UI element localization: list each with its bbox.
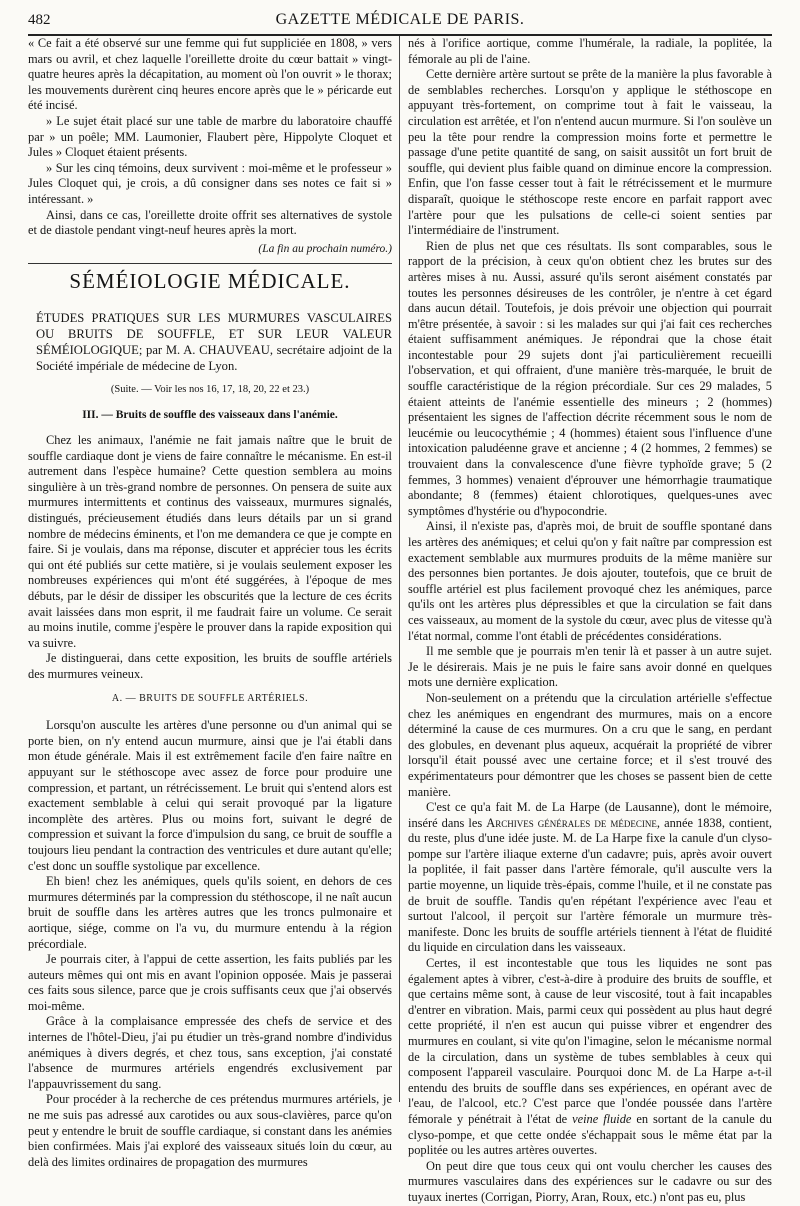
text-run: C'est ce qu'a fait M. de La Harpe (de Lausanne), dont le mémoire, inséré dans les (408, 800, 772, 830)
section-title: SÉMÉIOLOGIE MÉDICALE. (69, 269, 351, 294)
emphasis: veine fluide (572, 1111, 632, 1126)
quote-paragraph: « Ce fait a été observé sur une femme qui fut suppliciée en 1808, » vers mars ou avril, et chez laquelle l'oreillette droite du cœur battait » vingt-quatre heures après la décapitation, au moment où l'on ouvrit » le thorax; les mouvements durèrent cinq heures encore après que le » péricarde eut été incisé. (28, 36, 392, 113)
article-columns (28, 36, 776, 1204)
quote-paragraph: » Sur les cinq témoins, deux survivent : moi-même et le professeur » Jules Cloquet qui, je crois, a dû consigner dans ses notes ce fait si » intéressant. » (28, 160, 392, 206)
continuation-note: (Suite. — Voir les nos 16, 17, 18, 20, 22 et 23.) (110, 383, 310, 395)
paragraph: Il me semble que je pourrais m'en tenir là et passer à un autre sujet. Je le désirerais. Mais je ne puis le faire sans avoir donné en quelques mots une dernière explication. (408, 644, 772, 690)
page-number: 482 (28, 12, 51, 28)
text-run: en sortant de la canule du clyso-pompe, et que cette ondée s'échappait sous le même état par la poplitée ou les autres artères ouvertes. (408, 1111, 773, 1158)
paragraph (408, 956, 772, 1159)
text-run: Certes, il est incontestable que tous les liquides ne sont pas également aptes à vibrer, c'est-à-dire à produire des bruits de souffle, et que certains même sont, à cause de leur viscosité, tout à fait incapables d'entrer en vibration. Mais, parmi ceux qui possèdent au plus haut degré cette propriété, il n'en est aucun qui puisse vibrer et engendrer des murmures en coulant, si vite qu'on l'imagine, selon le mécanisme normal de la circulation, dans un système de tubes semblables à ceux qui composent l'appareil vasculaire. Pourquoi donc M. de La Harpe a-t-il entendu des bruits de souffle dans ses expériences, en opérant avec de l'eau, de l'alcool, etc.? C'est parce que l'ondée poussée dans l'artère fémorale y pénétrait à l'état de (408, 956, 772, 1126)
left-column (28, 36, 392, 1169)
subsection-heading: A. — BRUITS DE SOUFFLE ARTÉRIELS. (111, 692, 309, 704)
divider (28, 263, 392, 264)
paragraph: Ainsi, dans ce cas, l'oreillette droite offrit ses alternatives de systole et de diastole pendant vingt-neuf heures après la mort. (28, 207, 392, 238)
to-be-continued-note: (La fin au prochain numéro.) (258, 242, 392, 255)
paragraph: Pour procéder à la recherche de ces prétendus murmures artériels, je ne me suis pas adressé aux carotides ou aux sous-clavières, parce qu'on peut y entendre le bruit de souffle cardiaque, si constant dans les anémies bien confirmées. Mais j'ai exploré des vaisseaux situés loin du cœur, au delà des limites ordinaires de propagation des murmures (28, 1092, 392, 1169)
paragraph: Je pourrais citer, à l'appui de cette assertion, les faits publiés par les auteurs mêmes qui ont mis en avant l'opinion opposée. Mais je passerai ces faits sous silence, parce que je crois suffisants ceux que j'ai observés moi-même. (28, 952, 392, 1013)
paragraph: On peut dire que tous ceux qui ont voulu chercher les causes des murmures vasculaires dans des expériences sur le cadavre ou sur des tuyaux inertes (Corrigan, Piorry, Aran, Roux, etc.) n'ont pas eu, plus (408, 1158, 772, 1204)
paragraph: Ainsi, il n'existe pas, d'après moi, de bruit de souffle spontané dans les artères des anémiques; et celui qu'on y fait naître par compression est exactement semblable aux murmures produits de la même manière sur des personnes bien portantes. Je dois ajouter, toutefois, que ce bruit de souffle artériel est plus facilement provoqué chez les anémiques, parce qu'ils ont les artères plus dépressibles et que la circulation se fait dans ces vaisseaux, au moment de la systole du cœur, avec plus de vitesse qu'à l'état normal, comme l'ont établi de précédentes considérations. (408, 519, 772, 643)
paragraph: Cette dernière artère surtout se prête de la manière la plus favorable à de semblables recherches. Lorsqu'on y applique le stéthoscope en appuyant très-fortement, on comprime tout à fait le vaisseau, la circulation est arrêtée, et l'on n'entend aucun murmure. Si l'on soulève un peu la tête pour rendre la compression moins forte et permettre le passage d'une petite quantité de sang, on saisit aussitôt un fort bruit de souffle, qui devient plus faible quand on diminue encore la compression. Enfin, que l'on fasse cesser tout à fait le rétrécissement et le murmure disparaît, quoique le stéthoscope reste encore en parfait rapport avec l'artère pour que les pulsations de celle-ci soient senties par l'intermédiaire de l'instrument. (408, 67, 772, 238)
paragraph: Rien de plus net que ces résultats. Ils sont comparables, sous le rapport de la précision, à ceux qu'on obtient chez les brutes sur des artères mises à nu. Aussi, assuré qu'ils seront aisément constatés par toutes les personnes désireuses de les contrôler, je n'entre à cet égard dans aucun détail. Toutefois, je dois prévoir une objection qui pourrait m'être présentée, à savoir : si les malades sur qui j'ai fait ces recherches étaient suffisamment anémiques. Je répondrai que la chose était incontestable pour 29 sujets dont j'ai particulièrement recueilli l'observation, et qui offraient, d'une manière très-marquée, le bruit de souffle caractéristique de la région précordiale. Sur ces 29 malades, 5 étaient atteints de l'anémie essentielle des mineurs ; 2 (hommes) présentaient les signes de l'affection décrite récemment sous le nom de leucémie ou leucocythémie ; 4 (hommes) étaient sous l'influence d'une intoxication paludéenne grave et ancienne ; 4 (2 hommes, 2 femmes) se trouvaient dans la convalescence d'une fièvre typhoïde grave; 5 (2 femmes, 3 hommes) venaient d'éprouver une hémorrhagie traumatique abondante; 8 (femmes) étaient chlorotiques, quelques-unes avec symptômes d'hystérie ou d'hypocondrie. (408, 238, 772, 518)
quote-paragraph: » Le sujet était placé sur une table de marbre du laboratoire chauffé par » un poêle; MM. Laumonier, Flaubert père, Hippolyte Cloquet et Jules » Cloquet étaient présents. (28, 113, 392, 160)
paragraph: Grâce à la complaisance empressée des chefs de service et des internes de l'hôtel-Dieu, j'ai pu étudier un très-grand nombre d'individus anémiques à divers degrés, et chez tous, sans exception, j'ai constaté l'absence de murmures artériels engendrés exclusivement par l'appauvrissement du sang. (28, 1014, 392, 1091)
journal-reference: Archives générales de médecine (486, 815, 657, 830)
paragraph: nés à l'orifice aortique, comme l'humérale, la radiale, la poplitée, la fémorale au pli de l'aine. (408, 36, 772, 66)
paragraph: Chez les animaux, l'anémie ne fait jamais naître que le bruit de souffle cardiaque dont je viens de faire connaître le mécanisme. En est-il autrement dans l'espèce humaine? Cette question semblera au moins singulière à un très-grand nombre de personnes. On pensera de suite aux murmures intermittents et continus des vaisseaux, murmures signalés, distingués, précieusement étudiés dans leurs détails par un si grand nombre de médecins éminents, et l'on me demandera ce que je compte en faire. Si je voulais, dans ma réponse, discuter et apprécier tous les écrits qui ont été publiés sur cette matière, si je voulais seulement exposer les nombreuses expériences qui m'ont été suggérées, à l'époque de mes débuts, par le désir de dissiper les obscurités que la lecture de ces écrits avait laissées dans mon esprit, il me faudrait faire un volume. Ce serait au moins inutile, comme j'espère le prouver dans la rapide exposition qui va suivre. (28, 433, 392, 650)
paragraph: Lorsqu'on ausculte les artères d'une personne ou d'un animal qui se porte bien, on n'y entend aucun murmure, ainsi que je l'ai établi dans mon étude générale. Mais il est extrêmement facile d'en faire naître en appuyant sur le stéthoscope avec assez de force pour produire une compression, et partant, un rétrécissement. Le bruit qui s'entend alors est exactement semblable à celui qui serait provoqué par la ligature incomplète des artères. Plus ou moins fort, suivant le degré de compression et suivant la force d'impulsion du sang, ce bruit de souffle a toujours lieu pendant la contraction des ventricules et dure autant qu'elle; c'est donc un souffle systolique par excellence. (28, 718, 392, 873)
paragraph: Je distinguerai, dans cette exposition, les bruits de souffle artériels des murmures veineux. (28, 651, 392, 681)
journal-title: GAZETTE MÉDICALE DE PARIS. (275, 11, 525, 28)
section-heading: III. — Bruits de souffle des vaisseaux dans l'anémie. (82, 408, 338, 421)
right-column (408, 36, 773, 1204)
column-rule (399, 36, 400, 1102)
page-header (28, 8, 772, 36)
paragraph: Non-seulement on a prétendu que la circulation artérielle s'effectue chez les anémiques en engendrant des murmures, mais on a encore déterminé la cause de ces murmures. On a cru que le sang, en perdant des globules, en devenant plus aqueux, acquérait la propriété de vibrer lorsqu'il était poussé avec une certaine force; et il s'est trouvé des expérimentateurs pour démontrer que les choses se passent bien de cette manière. (408, 690, 772, 799)
paragraph: Eh bien! chez les anémiques, quels qu'ils soient, en dehors de ces murmures déterminés par la compression du stéthoscope, il ne naît aucun bruit de souffle dans les artères autres que les troncs pulmonaire et aortique, siége, comme on l'a vu, du murmure entendu à la région précordiale. (28, 874, 392, 951)
text-run: , année 1838, contient, du reste, plus d'une idée juste. M. de La Harpe fixe la canule d'un clyso-pompe sur l'artère iliaque externe d'un cadavre; puis, après avoir ouvert la poplitée, il fait passer dans l'artère fémorale, qu'il ausculte vers la partie moyenne, un liquide très-épais, comme l'huile, et il ne constate pas de bruit de souffle. Tandis qu'en répétant l'expérience avec l'eau et surtout l'alcool, il perçoit sur l'artère fémorale un murmure très-manifeste. Donc les bruits de souffle artériels tiennent à l'état de fluidité du liquide en circulation dans les vaisseaux. (408, 815, 773, 955)
article-title: ÉTUDES PRATIQUES SUR LES MURMURES VASCULAIRES OU BRUITS DE SOUFFLE, ET SUR LEUR VALEUR SÉMÉIOLOGIQUE; par M. A. CHAUVEAU, secrétaire adjoint de la Société impériale de médecine de Lyon. (36, 310, 392, 373)
paragraph (408, 800, 772, 956)
